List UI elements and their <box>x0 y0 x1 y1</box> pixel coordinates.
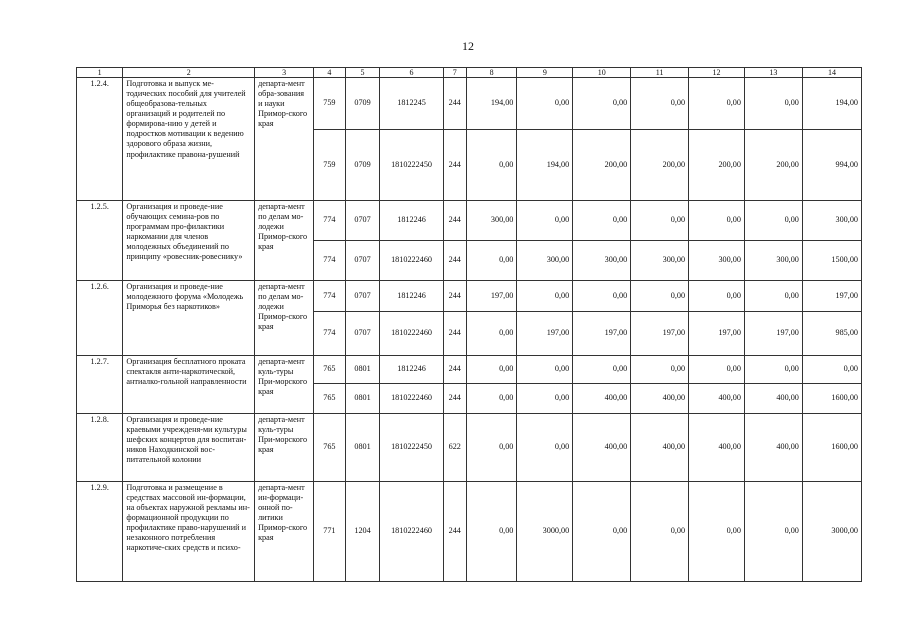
cell-c13: 0,00 <box>744 201 802 241</box>
item-number: 1.2.4. <box>77 78 123 201</box>
header-cell: 6 <box>380 68 443 78</box>
header-cell: 3 <box>255 68 314 78</box>
header-cell: 4 <box>314 68 346 78</box>
cell-c12: 0,00 <box>689 482 745 582</box>
cell-c11: 0,00 <box>631 356 689 384</box>
cell-c5: 0801 <box>345 356 380 384</box>
header-cell: 12 <box>689 68 745 78</box>
cell-c8: 0,00 <box>466 414 517 482</box>
item-number: 1.2.5. <box>77 201 123 281</box>
page-number: 12 <box>462 39 474 53</box>
cell-c9: 0,00 <box>517 281 573 312</box>
table-row <box>77 356 862 384</box>
cell-c9: 300,00 <box>517 241 573 281</box>
item-name: Организация и проведе-ние краевыми учрежденя-ми культуры шефских концертов для воспитан-ников Находкинской вос-питательной колонии <box>123 414 255 482</box>
cell-c11: 197,00 <box>631 312 689 356</box>
executor: департа-мент ин-формаци-онной по-литики Примор-ского края <box>255 482 314 582</box>
item-number: 1.2.6. <box>77 281 123 356</box>
cell-c13: 0,00 <box>744 281 802 312</box>
item-name: Подготовка и размещение в средствах массовой ин-формации, на объектах наружной рекламы ин-формационной продукции по профилактике право-нарушений и незаконного потребления наркотиче-ских средств и психо- <box>123 482 255 582</box>
cell-c5: 0801 <box>345 384 380 414</box>
cell-c8: 194,00 <box>466 78 517 130</box>
cell-c10: 197,00 <box>573 312 631 356</box>
cell-c4: 765 <box>314 384 346 414</box>
cell-c10: 200,00 <box>573 130 631 201</box>
cell-c14: 197,00 <box>802 281 861 312</box>
cell-c5: 0801 <box>345 414 380 482</box>
cell-c6: 1810222460 <box>380 384 443 414</box>
cell-c13: 0,00 <box>744 78 802 130</box>
cell-c5: 0707 <box>345 312 380 356</box>
cell-c7: 244 <box>443 78 466 130</box>
cell-c12: 0,00 <box>689 356 745 384</box>
cell-c7: 244 <box>443 312 466 356</box>
cell-c10: 0,00 <box>573 356 631 384</box>
cell-c7: 244 <box>443 130 466 201</box>
cell-c12: 200,00 <box>689 130 745 201</box>
cell-c8: 0,00 <box>466 384 517 414</box>
cell-c14: 0,00 <box>802 356 861 384</box>
cell-c7: 622 <box>443 414 466 482</box>
item-name: Организация бесплатного проката спектакля анти-наркотической, антиалко-гольной направленности <box>123 356 255 414</box>
cell-c10: 400,00 <box>573 384 631 414</box>
item-name: Организация и проведе-ние обучающих семина-ров по программам про-филактики наркомании для членов молодежных объединений по принципу «ровесник-ровеснику» <box>123 201 255 281</box>
table-row <box>77 281 862 312</box>
cell-c9: 0,00 <box>517 201 573 241</box>
cell-c13: 300,00 <box>744 241 802 281</box>
cell-c10: 400,00 <box>573 414 631 482</box>
cell-c12: 300,00 <box>689 241 745 281</box>
cell-c12: 197,00 <box>689 312 745 356</box>
item-number: 1.2.8. <box>77 414 123 482</box>
header-cell: 1 <box>77 68 123 78</box>
cell-c7: 244 <box>443 201 466 241</box>
cell-c12: 400,00 <box>689 384 745 414</box>
cell-c14: 1600,00 <box>802 384 861 414</box>
cell-c12: 0,00 <box>689 78 745 130</box>
cell-c6: 1812246 <box>380 281 443 312</box>
cell-c10: 0,00 <box>573 78 631 130</box>
cell-c6: 1812246 <box>380 201 443 241</box>
cell-c7: 244 <box>443 384 466 414</box>
cell-c8: 0,00 <box>466 356 517 384</box>
cell-c13: 197,00 <box>744 312 802 356</box>
cell-c6: 1812245 <box>380 78 443 130</box>
cell-c10: 0,00 <box>573 281 631 312</box>
cell-c4: 774 <box>314 312 346 356</box>
cell-c5: 1204 <box>345 482 380 582</box>
cell-c5: 0707 <box>345 241 380 281</box>
cell-c11: 400,00 <box>631 384 689 414</box>
executor: департа-мент куль-туры При-морского края <box>255 356 314 414</box>
cell-c11: 0,00 <box>631 201 689 241</box>
cell-c5: 0709 <box>345 130 380 201</box>
cell-c6: 1810222450 <box>380 130 443 201</box>
cell-c10: 0,00 <box>573 201 631 241</box>
executor: департа-мент обра-зования и науки Примор-ского края <box>255 78 314 201</box>
cell-c8: 0,00 <box>466 312 517 356</box>
cell-c8: 0,00 <box>466 241 517 281</box>
cell-c14: 1500,00 <box>802 241 861 281</box>
cell-c4: 765 <box>314 414 346 482</box>
header-cell: 7 <box>443 68 466 78</box>
executor: департа-мент куль-туры При-морского края <box>255 414 314 482</box>
cell-c13: 400,00 <box>744 384 802 414</box>
cell-c6: 1810222460 <box>380 241 443 281</box>
cell-c4: 771 <box>314 482 346 582</box>
header-cell: 10 <box>573 68 631 78</box>
cell-c13: 0,00 <box>744 356 802 384</box>
header-cell: 8 <box>466 68 517 78</box>
cell-c6: 1812246 <box>380 356 443 384</box>
cell-c9: 197,00 <box>517 312 573 356</box>
cell-c5: 0707 <box>345 281 380 312</box>
cell-c4: 774 <box>314 241 346 281</box>
cell-c6: 1810222450 <box>380 414 443 482</box>
cell-c9: 3000,00 <box>517 482 573 582</box>
cell-c11: 300,00 <box>631 241 689 281</box>
cell-c14: 300,00 <box>802 201 861 241</box>
cell-c14: 1600,00 <box>802 414 861 482</box>
cell-c9: 0,00 <box>517 414 573 482</box>
cell-c8: 197,00 <box>466 281 517 312</box>
item-name: Подготовка и выпуск ме-тодических пособий для учителей общеобразова-тельных организаций и родителей по формирова-нию у детей и подростков мотивации к ведению здорового образа жизни, профилактике правона-рушений <box>123 78 255 201</box>
cell-c4: 759 <box>314 78 346 130</box>
cell-c8: 0,00 <box>466 130 517 201</box>
header-cell: 2 <box>123 68 255 78</box>
cell-c4: 774 <box>314 201 346 241</box>
cell-c11: 0,00 <box>631 78 689 130</box>
cell-c7: 244 <box>443 356 466 384</box>
cell-c11: 400,00 <box>631 414 689 482</box>
cell-c13: 0,00 <box>744 482 802 582</box>
cell-c9: 0,00 <box>517 356 573 384</box>
cell-c6: 1810222460 <box>380 482 443 582</box>
cell-c8: 0,00 <box>466 482 517 582</box>
cell-c4: 774 <box>314 281 346 312</box>
cell-c7: 244 <box>443 281 466 312</box>
cell-c9: 0,00 <box>517 384 573 414</box>
item-name: Организация и проведе-ние молодежного форума «Молодежь Приморья без наркотиков» <box>123 281 255 356</box>
cell-c14: 3000,00 <box>802 482 861 582</box>
cell-c14: 985,00 <box>802 312 861 356</box>
header-cell: 9 <box>517 68 573 78</box>
cell-c11: 0,00 <box>631 482 689 582</box>
cell-c5: 0707 <box>345 201 380 241</box>
cell-c10: 0,00 <box>573 482 631 582</box>
cell-c4: 759 <box>314 130 346 201</box>
cell-c7: 244 <box>443 482 466 582</box>
header-cell: 5 <box>345 68 380 78</box>
cell-c11: 200,00 <box>631 130 689 201</box>
item-number: 1.2.9. <box>77 482 123 582</box>
table-row <box>77 78 862 130</box>
cell-c12: 400,00 <box>689 414 745 482</box>
executor: департа-мент по делам мо-лодежи Примор-ского края <box>255 201 314 281</box>
header-row <box>77 68 862 78</box>
table-row <box>77 414 862 482</box>
cell-c7: 244 <box>443 241 466 281</box>
cell-c9: 194,00 <box>517 130 573 201</box>
table-row <box>77 482 862 582</box>
header-cell: 14 <box>802 68 861 78</box>
item-number: 1.2.7. <box>77 356 123 414</box>
cell-c13: 200,00 <box>744 130 802 201</box>
cell-c4: 765 <box>314 356 346 384</box>
budget-table <box>76 67 862 582</box>
cell-c6: 1810222460 <box>380 312 443 356</box>
cell-c12: 0,00 <box>689 281 745 312</box>
cell-c8: 300,00 <box>466 201 517 241</box>
executor: департа-мент по делам мо-лодежи Примор-ского края <box>255 281 314 356</box>
table-row <box>77 201 862 241</box>
cell-c5: 0709 <box>345 78 380 130</box>
cell-c13: 400,00 <box>744 414 802 482</box>
cell-c12: 0,00 <box>689 201 745 241</box>
cell-c10: 300,00 <box>573 241 631 281</box>
cell-c14: 994,00 <box>802 130 861 201</box>
cell-c9: 0,00 <box>517 78 573 130</box>
cell-c11: 0,00 <box>631 281 689 312</box>
header-cell: 11 <box>631 68 689 78</box>
cell-c14: 194,00 <box>802 78 861 130</box>
header-cell: 13 <box>744 68 802 78</box>
